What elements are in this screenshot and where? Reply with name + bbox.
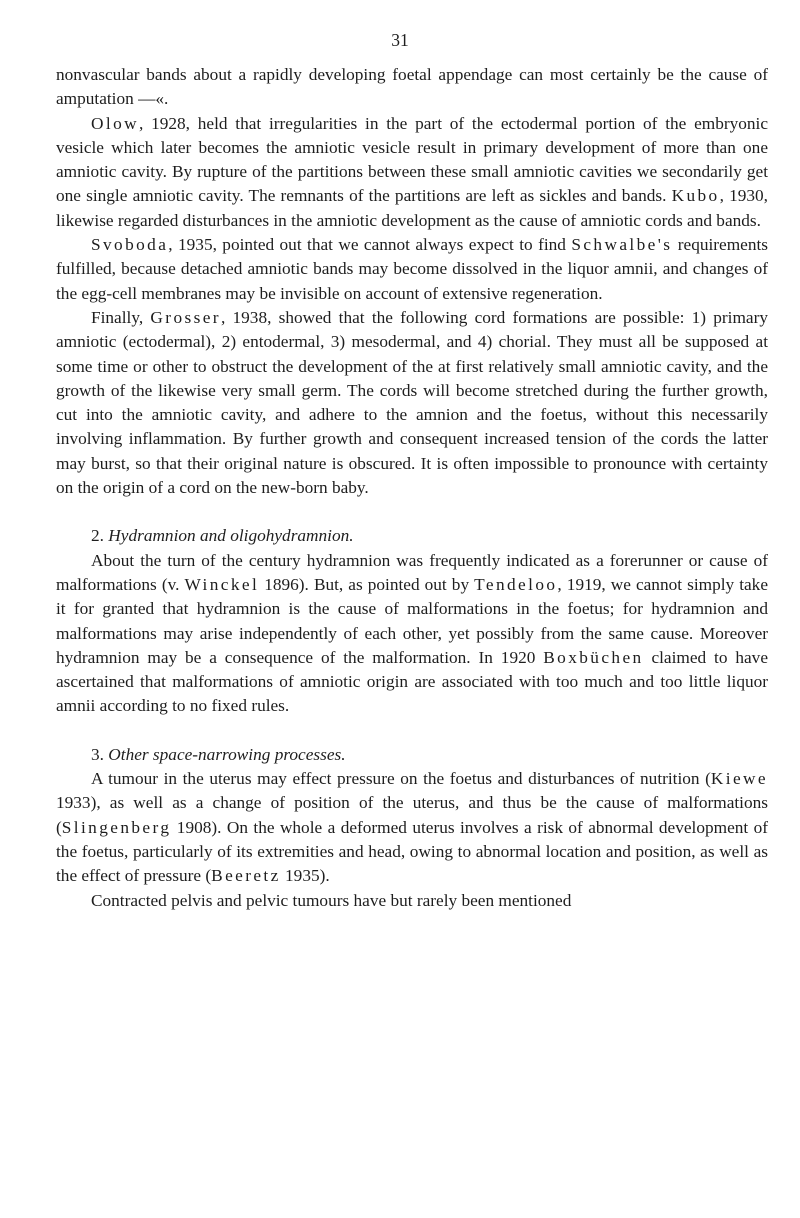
paragraph — [56, 549, 768, 719]
paragraph — [56, 306, 768, 500]
text-run: , 1928, held that irregularities in the part of the ectodermal portion of the embryonic vesicle which later becomes the amniotic vesicle result in primary development of more than one amniotic cavity. By rupture of the partitions between these small amniotic cavities we secondarily get one single amniotic cavity. The remnants of the partitions are left as sickles and bands. — [56, 113, 768, 206]
paragraph — [56, 767, 768, 888]
text-run: Contracted pelvis and pelvic tumours have but rarely been mentioned — [91, 890, 572, 910]
text-run: requirements fulfilled, because detached amniotic bands may become dissolved in the liquor amnii, and changes of the egg-cell membranes may be invisible on account of extensive regeneration. — [56, 235, 768, 303]
text-run: 1935). — [280, 866, 330, 886]
author-name: Schwalbe's — [571, 235, 673, 255]
author-name: Beeretz — [211, 866, 281, 886]
paragraph — [56, 233, 768, 306]
text-run: 1908). On the whole a deformed uterus involves a risk of abnormal development of the foetus, particularly of its extremities and head, owing to abnormal location and position, as well as the effect of pressure ( — [56, 817, 768, 886]
body-text — [56, 63, 768, 913]
section-heading-hydramnion — [56, 524, 768, 548]
section-number: 2. — [91, 526, 104, 546]
section-heading-space-narrowing — [56, 743, 768, 767]
paragraph — [56, 889, 768, 913]
text-run: About the turn of the century hydramnion was frequently indicated as a forerunner or cause of malformations (v. — [56, 550, 768, 594]
text-run: , 1935, pointed out that we cannot always expect to find — [168, 235, 572, 255]
author-name: Olow — [91, 113, 140, 133]
paragraph — [56, 112, 768, 233]
author-name: Tendeloo — [474, 574, 558, 594]
author-name: Grosser — [150, 307, 221, 327]
text-run: 1896). But, as pointed out by — [259, 574, 475, 594]
author-name: Winckel — [184, 574, 260, 594]
paragraph — [56, 63, 768, 112]
text-run: , 1930, likewise regarded disturbances in the amniotic development as the cause of amniotic cords and bands. — [56, 186, 768, 230]
text-run: Finally, — [91, 307, 151, 327]
text-run: 1933), as well as a change of position of the uterus, and thus be the cause of malformations ( — [56, 793, 768, 837]
page-number: 31 — [391, 30, 409, 50]
author-name: Kubo — [671, 186, 720, 206]
text-run: A tumour in the uterus may effect pressure on the foetus and disturbances of nutrition ( — [91, 769, 711, 789]
text-run: , 1919, we cannot simply take it for granted that hydramnion is the cause of malformations in the foetus; for hydramnion and malformations may arise independently of each other, yet possibly from the same cause. Moreover hydramnion may be a consequence of the malformation. In 1920 — [56, 574, 768, 667]
author-name: Boxbüchen — [543, 647, 644, 667]
section-title: Other space-narrowing processes. — [108, 744, 346, 764]
section-title: Hydramnion and oligohydramnion. — [108, 526, 354, 546]
author-name: Slingenberg — [61, 817, 172, 837]
text-run: nonvascular bands about a rapidly developing foetal appendage can most certainly be the cause of amputation —«. — [56, 65, 768, 109]
text-run: claimed to have ascertained that malformations of amniotic origin are associated with too much and too little liquor amnii according to no fixed rules. — [56, 647, 768, 716]
author-name: Kiewe — [710, 769, 768, 789]
author-name: Svoboda — [91, 235, 169, 255]
text-run: , 1938, showed that the following cord formations are possible: 1) primary amniotic (ectodermal), 2) entodermal, 3) mesodermal, and 4) chorial. They must all be supposed at some time or other to obstruct the development of the at first relatively small amniotic cavity, and the growth of the likewise very small germ. The cords will become stretched during the further growth, cut into the amniotic cavity, and adhere to the amnion and the foetus, without this necessarily involving inflammation. By further growth and consequent increased tension of the cords the latter may burst, so that their original nature is obscured. It is often impossible to pronounce with certainty on the origin of a cord on the new-born baby. — [56, 307, 768, 498]
section-number: 3. — [91, 744, 104, 764]
